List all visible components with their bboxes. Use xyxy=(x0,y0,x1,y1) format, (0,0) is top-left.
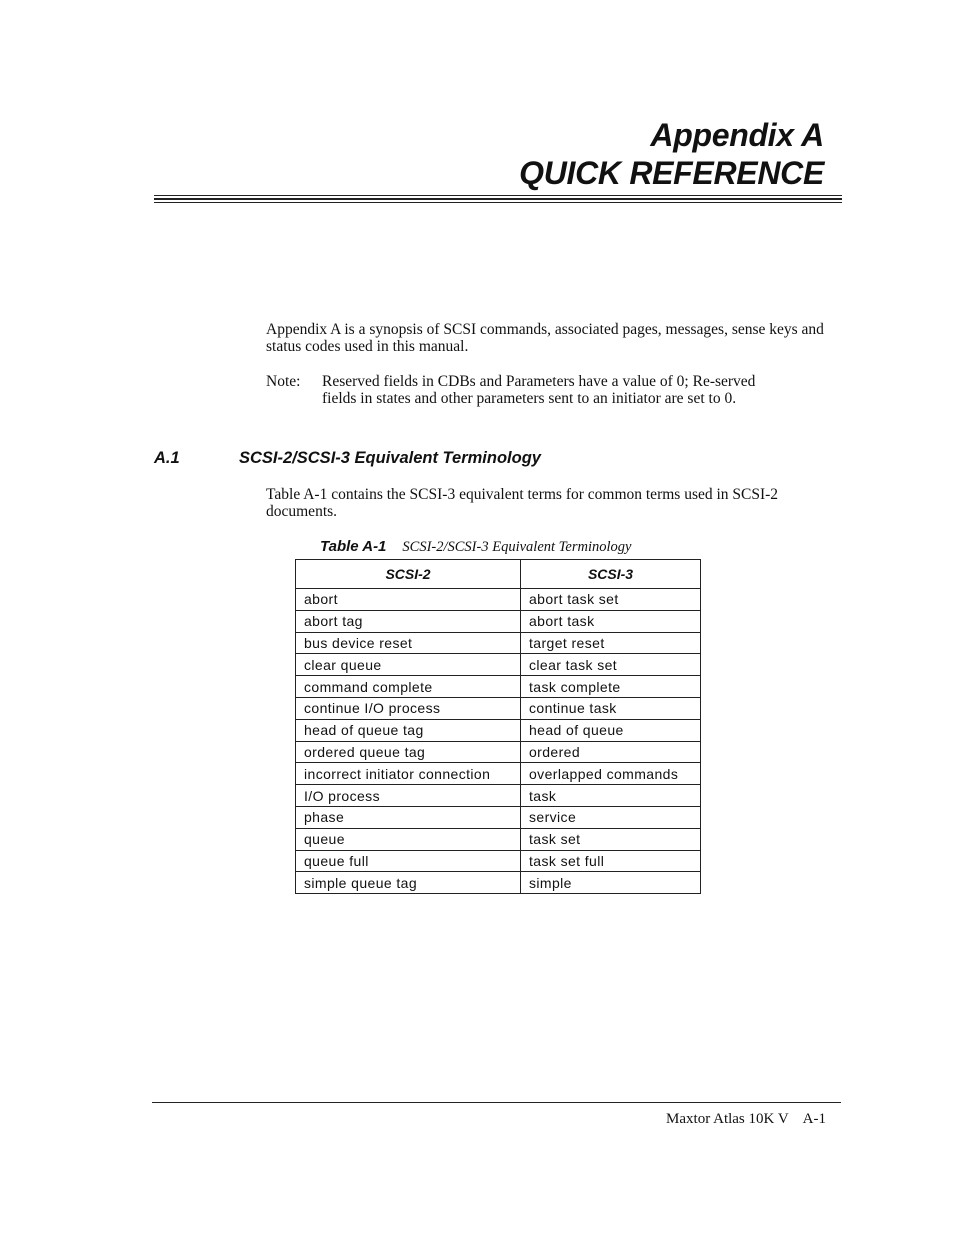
table-row xyxy=(296,589,701,611)
intro-paragraph: Appendix A is a synopsis of SCSI commands, associated pages, messages, sense keys and status codes used in this manual. xyxy=(266,321,824,355)
cell-scsi3-term: task xyxy=(521,785,701,807)
table-row xyxy=(296,697,701,719)
page-title xyxy=(519,116,824,192)
cell-scsi2-term: incorrect initiator connection xyxy=(296,763,521,785)
title-line-1: Appendix A xyxy=(650,117,824,153)
table-row xyxy=(296,610,701,632)
note-block xyxy=(266,373,766,407)
footer-product: Maxtor Atlas 10K V xyxy=(666,1111,789,1127)
cell-scsi3-term: abort task set xyxy=(521,589,701,611)
cell-scsi2-term: ordered queue tag xyxy=(296,741,521,763)
cell-scsi3-term: target reset xyxy=(521,632,701,654)
column-header-scsi2: SCSI-2 xyxy=(296,560,521,589)
note-text: Reserved fields in CDBs and Parameters have a value of 0; Re-served fields in states and other parameters sent to an initiator are set to 0. xyxy=(322,373,756,407)
section-title: SCSI-2/SCSI-3 Equivalent Terminology xyxy=(239,449,541,467)
cell-scsi2-term: I/O process xyxy=(296,785,521,807)
cell-scsi2-term: simple queue tag xyxy=(296,872,521,894)
cell-scsi3-term: clear task set xyxy=(521,654,701,676)
terminology-table xyxy=(295,559,701,894)
section-number: A.1 xyxy=(154,449,180,467)
table-caption-title: SCSI-2/SCSI-3 Equivalent Terminology xyxy=(402,539,632,555)
table-row xyxy=(296,632,701,654)
table-row xyxy=(296,828,701,850)
cell-scsi2-term: abort tag xyxy=(296,610,521,632)
table-row xyxy=(296,719,701,741)
table-row xyxy=(296,850,701,872)
cell-scsi3-term: ordered xyxy=(521,741,701,763)
table-header-row xyxy=(296,560,701,589)
table-row xyxy=(296,872,701,894)
cell-scsi2-term: phase xyxy=(296,806,521,828)
cell-scsi3-term: abort task xyxy=(521,610,701,632)
cell-scsi2-term: abort xyxy=(296,589,521,611)
cell-scsi2-term: clear queue xyxy=(296,654,521,676)
cell-scsi2-term: head of queue tag xyxy=(296,719,521,741)
footer-page-number: A-1 xyxy=(802,1111,826,1127)
cell-scsi3-term: head of queue xyxy=(521,719,701,741)
title-rule xyxy=(154,195,842,205)
cell-scsi2-term: bus device reset xyxy=(296,632,521,654)
cell-scsi2-term: command complete xyxy=(296,676,521,698)
cell-scsi3-term: overlapped commands xyxy=(521,763,701,785)
table-row xyxy=(296,763,701,785)
table-row xyxy=(296,785,701,807)
cell-scsi2-term: queue full xyxy=(296,850,521,872)
table-caption xyxy=(320,538,631,556)
table-row xyxy=(296,654,701,676)
title-line-2: QUICK REFERENCE xyxy=(519,155,824,191)
cell-scsi3-term: task set xyxy=(521,828,701,850)
footer-rule xyxy=(152,1102,841,1103)
section-body: Table A-1 contains the SCSI-3 equivalent terms for common terms used in SCSI-2 documents. xyxy=(266,486,779,520)
page-footer xyxy=(666,1111,826,1128)
cell-scsi3-term: simple xyxy=(521,872,701,894)
cell-scsi2-term: continue I/O process xyxy=(296,697,521,719)
cell-scsi2-term: queue xyxy=(296,828,521,850)
cell-scsi3-term: task set full xyxy=(521,850,701,872)
table-row xyxy=(296,741,701,763)
note-label: Note: xyxy=(266,373,301,390)
table-caption-number: Table A-1 xyxy=(320,538,387,555)
cell-scsi3-term: task complete xyxy=(521,676,701,698)
cell-scsi3-term: service xyxy=(521,806,701,828)
table-row xyxy=(296,806,701,828)
table-row xyxy=(296,676,701,698)
column-header-scsi3: SCSI-3 xyxy=(521,560,701,589)
cell-scsi3-term: continue task xyxy=(521,697,701,719)
